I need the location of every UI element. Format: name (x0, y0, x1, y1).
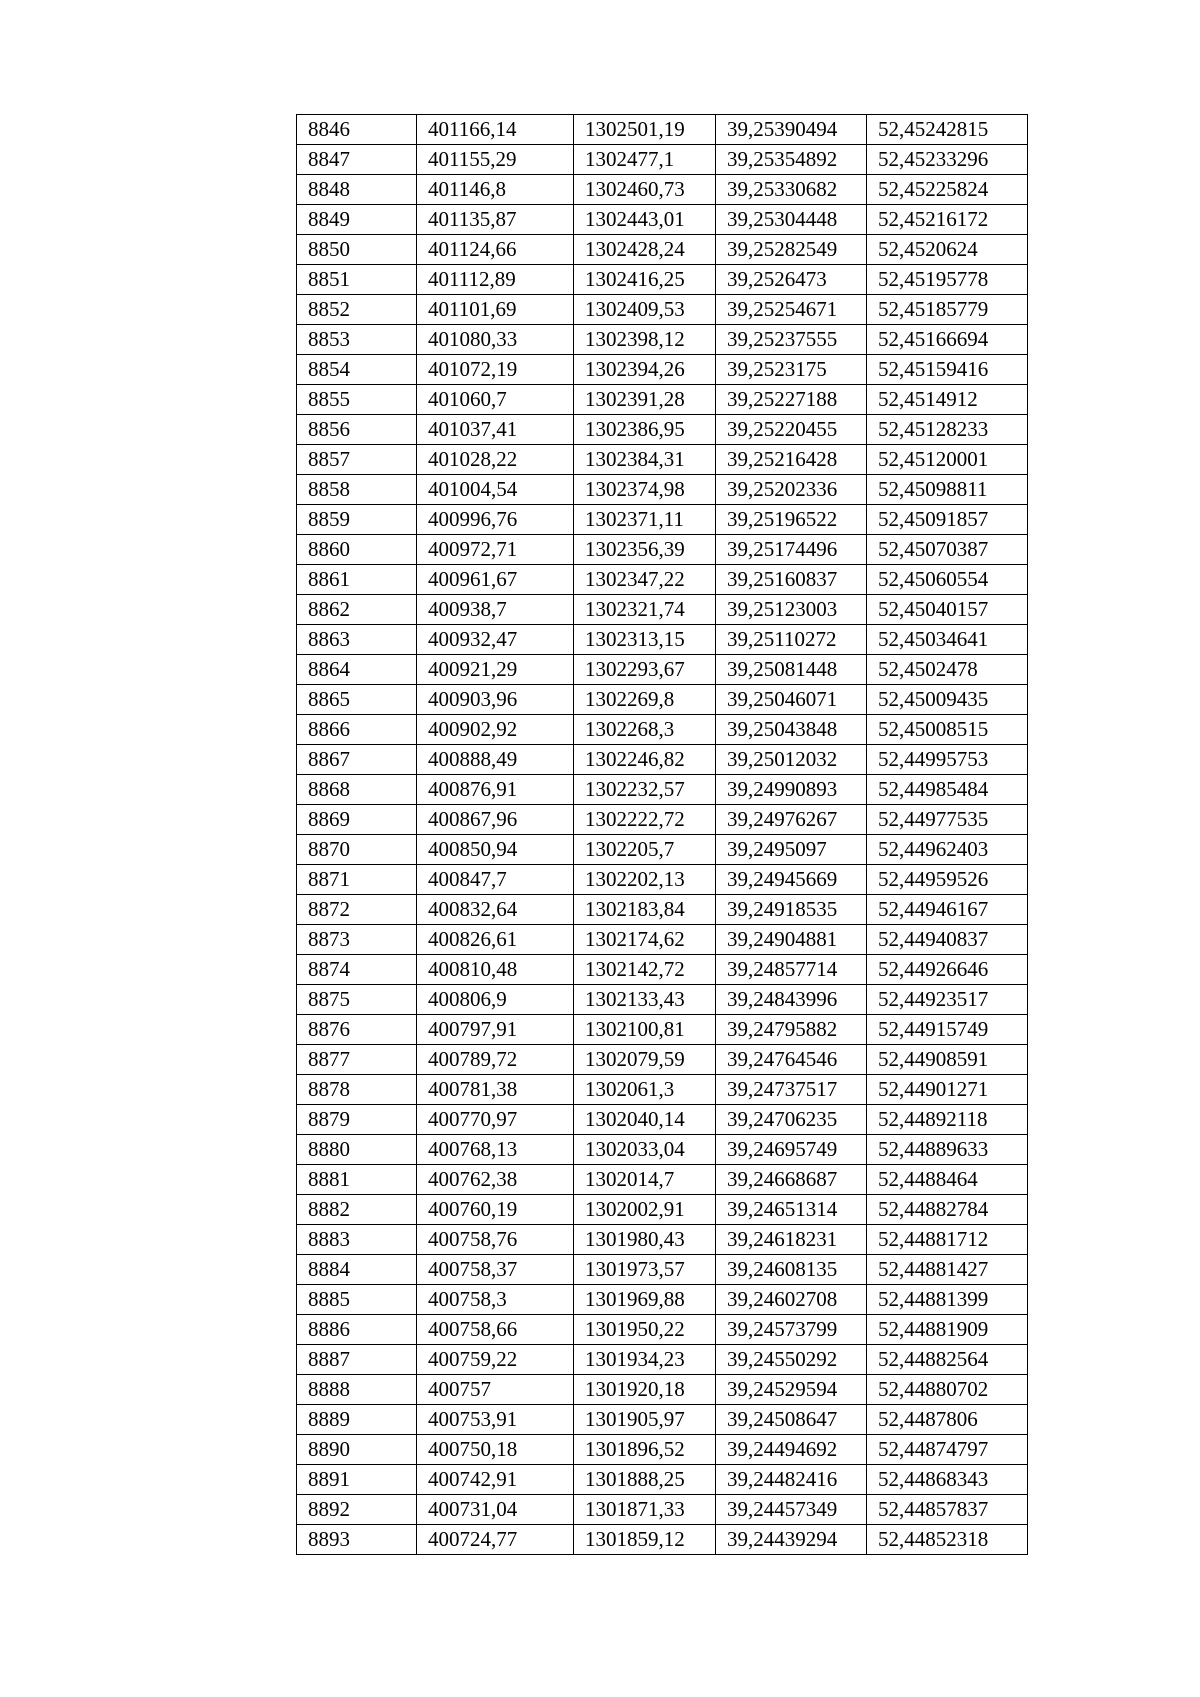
point-number-cell: 8855 (297, 385, 417, 415)
longitude-cell: 39,24857714 (716, 955, 867, 985)
longitude-cell: 39,2523175 (716, 355, 867, 385)
x-coordinate-cell: 400781,38 (417, 1075, 574, 1105)
point-number-cell: 8888 (297, 1375, 417, 1405)
table-row (297, 1045, 1028, 1075)
point-number-cell: 8858 (297, 475, 417, 505)
table-row (297, 325, 1028, 355)
x-coordinate-cell: 400758,37 (417, 1255, 574, 1285)
latitude-cell: 52,45242815 (867, 115, 1028, 145)
table-row (297, 175, 1028, 205)
point-number-cell: 8856 (297, 415, 417, 445)
point-number-cell: 8849 (297, 205, 417, 235)
x-coordinate-cell: 400758,66 (417, 1315, 574, 1345)
longitude-cell: 39,24764546 (716, 1045, 867, 1075)
point-number-cell: 8867 (297, 745, 417, 775)
longitude-cell: 39,24550292 (716, 1345, 867, 1375)
y-coordinate-cell: 1301980,43 (574, 1225, 716, 1255)
longitude-cell: 39,24482416 (716, 1465, 867, 1495)
longitude-cell: 39,24439294 (716, 1525, 867, 1555)
point-number-cell: 8892 (297, 1495, 417, 1525)
latitude-cell: 52,45233296 (867, 145, 1028, 175)
point-number-cell: 8891 (297, 1465, 417, 1495)
longitude-cell: 39,24990893 (716, 775, 867, 805)
longitude-cell: 39,24494692 (716, 1435, 867, 1465)
y-coordinate-cell: 1302293,67 (574, 655, 716, 685)
y-coordinate-cell: 1301969,88 (574, 1285, 716, 1315)
y-coordinate-cell: 1302002,91 (574, 1195, 716, 1225)
y-coordinate-cell: 1302416,25 (574, 265, 716, 295)
table-row (297, 685, 1028, 715)
longitude-cell: 39,25202336 (716, 475, 867, 505)
x-coordinate-cell: 400847,7 (417, 865, 574, 895)
longitude-cell: 39,24843996 (716, 985, 867, 1015)
latitude-cell: 52,44985484 (867, 775, 1028, 805)
point-number-cell: 8869 (297, 805, 417, 835)
longitude-cell: 39,24602708 (716, 1285, 867, 1315)
longitude-cell: 39,25330682 (716, 175, 867, 205)
x-coordinate-cell: 400731,04 (417, 1495, 574, 1525)
x-coordinate-cell: 401146,8 (417, 175, 574, 205)
y-coordinate-cell: 1302374,98 (574, 475, 716, 505)
coordinates-table (296, 114, 1028, 1555)
longitude-cell: 39,25254671 (716, 295, 867, 325)
latitude-cell: 52,45166694 (867, 325, 1028, 355)
table-row (297, 1435, 1028, 1465)
point-number-cell: 8883 (297, 1225, 417, 1255)
x-coordinate-cell: 401028,22 (417, 445, 574, 475)
table-row (297, 1225, 1028, 1255)
longitude-cell: 39,25123003 (716, 595, 867, 625)
x-coordinate-cell: 400867,96 (417, 805, 574, 835)
point-number-cell: 8893 (297, 1525, 417, 1555)
latitude-cell: 52,44901271 (867, 1075, 1028, 1105)
x-coordinate-cell: 400753,91 (417, 1405, 574, 1435)
x-coordinate-cell: 400768,13 (417, 1135, 574, 1165)
latitude-cell: 52,45216172 (867, 205, 1028, 235)
latitude-cell: 52,45098811 (867, 475, 1028, 505)
table-row (297, 745, 1028, 775)
y-coordinate-cell: 1301896,52 (574, 1435, 716, 1465)
longitude-cell: 39,24737517 (716, 1075, 867, 1105)
x-coordinate-cell: 400996,76 (417, 505, 574, 535)
y-coordinate-cell: 1301905,97 (574, 1405, 716, 1435)
latitude-cell: 52,44882564 (867, 1345, 1028, 1375)
table-row (297, 1525, 1028, 1555)
y-coordinate-cell: 1301871,33 (574, 1495, 716, 1525)
x-coordinate-cell: 400797,91 (417, 1015, 574, 1045)
point-number-cell: 8885 (297, 1285, 417, 1315)
latitude-cell: 52,4488464 (867, 1165, 1028, 1195)
table-row (297, 1075, 1028, 1105)
y-coordinate-cell: 1302398,12 (574, 325, 716, 355)
x-coordinate-cell: 400750,18 (417, 1435, 574, 1465)
x-coordinate-cell: 400932,47 (417, 625, 574, 655)
point-number-cell: 8868 (297, 775, 417, 805)
latitude-cell: 52,45009435 (867, 685, 1028, 715)
longitude-cell: 39,24918535 (716, 895, 867, 925)
y-coordinate-cell: 1302386,95 (574, 415, 716, 445)
table-row (297, 955, 1028, 985)
point-number-cell: 8866 (297, 715, 417, 745)
latitude-cell: 52,45008515 (867, 715, 1028, 745)
x-coordinate-cell: 400888,49 (417, 745, 574, 775)
longitude-cell: 39,25354892 (716, 145, 867, 175)
point-number-cell: 8880 (297, 1135, 417, 1165)
table-row (297, 265, 1028, 295)
y-coordinate-cell: 1302409,53 (574, 295, 716, 325)
y-coordinate-cell: 1302014,7 (574, 1165, 716, 1195)
latitude-cell: 52,45225824 (867, 175, 1028, 205)
latitude-cell: 52,44868343 (867, 1465, 1028, 1495)
x-coordinate-cell: 400902,92 (417, 715, 574, 745)
x-coordinate-cell: 401155,29 (417, 145, 574, 175)
point-number-cell: 8879 (297, 1105, 417, 1135)
y-coordinate-cell: 1302391,28 (574, 385, 716, 415)
longitude-cell: 39,24795882 (716, 1015, 867, 1045)
y-coordinate-cell: 1302222,72 (574, 805, 716, 835)
y-coordinate-cell: 1302100,81 (574, 1015, 716, 1045)
point-number-cell: 8859 (297, 505, 417, 535)
table-row (297, 505, 1028, 535)
y-coordinate-cell: 1302061,3 (574, 1075, 716, 1105)
longitude-cell: 39,24457349 (716, 1495, 867, 1525)
point-number-cell: 8860 (297, 535, 417, 565)
point-number-cell: 8873 (297, 925, 417, 955)
point-number-cell: 8848 (297, 175, 417, 205)
latitude-cell: 52,4520624 (867, 235, 1028, 265)
longitude-cell: 39,25196522 (716, 505, 867, 535)
longitude-cell: 39,24573799 (716, 1315, 867, 1345)
longitude-cell: 39,24695749 (716, 1135, 867, 1165)
latitude-cell: 52,44995753 (867, 745, 1028, 775)
x-coordinate-cell: 400810,48 (417, 955, 574, 985)
table-row (297, 295, 1028, 325)
y-coordinate-cell: 1302079,59 (574, 1045, 716, 1075)
table-row (297, 655, 1028, 685)
table-row (297, 145, 1028, 175)
longitude-cell: 39,24904881 (716, 925, 867, 955)
y-coordinate-cell: 1302477,1 (574, 145, 716, 175)
x-coordinate-cell: 400806,9 (417, 985, 574, 1015)
y-coordinate-cell: 1302232,57 (574, 775, 716, 805)
latitude-cell: 52,44908591 (867, 1045, 1028, 1075)
x-coordinate-cell: 400758,76 (417, 1225, 574, 1255)
longitude-cell: 39,25220455 (716, 415, 867, 445)
latitude-cell: 52,45091857 (867, 505, 1028, 535)
latitude-cell: 52,45070387 (867, 535, 1028, 565)
point-number-cell: 8877 (297, 1045, 417, 1075)
table-row (297, 925, 1028, 955)
latitude-cell: 52,44977535 (867, 805, 1028, 835)
table-row (297, 1195, 1028, 1225)
y-coordinate-cell: 1302460,73 (574, 175, 716, 205)
longitude-cell: 39,25237555 (716, 325, 867, 355)
longitude-cell: 39,24529594 (716, 1375, 867, 1405)
x-coordinate-cell: 400876,91 (417, 775, 574, 805)
y-coordinate-cell: 1302033,04 (574, 1135, 716, 1165)
table-row (297, 235, 1028, 265)
latitude-cell: 52,44874797 (867, 1435, 1028, 1465)
y-coordinate-cell: 1302501,19 (574, 115, 716, 145)
latitude-cell: 52,45195778 (867, 265, 1028, 295)
point-number-cell: 8852 (297, 295, 417, 325)
x-coordinate-cell: 401166,14 (417, 115, 574, 145)
point-number-cell: 8882 (297, 1195, 417, 1225)
point-number-cell: 8862 (297, 595, 417, 625)
longitude-cell: 39,2526473 (716, 265, 867, 295)
longitude-cell: 39,25043848 (716, 715, 867, 745)
table-row (297, 805, 1028, 835)
x-coordinate-cell: 400921,29 (417, 655, 574, 685)
table-row (297, 115, 1028, 145)
x-coordinate-cell: 400757 (417, 1375, 574, 1405)
coordinates-table-body (297, 115, 1028, 1555)
point-number-cell: 8871 (297, 865, 417, 895)
longitude-cell: 39,24668687 (716, 1165, 867, 1195)
latitude-cell: 52,45185779 (867, 295, 1028, 325)
latitude-cell: 52,45060554 (867, 565, 1028, 595)
y-coordinate-cell: 1302202,13 (574, 865, 716, 895)
table-row (297, 1255, 1028, 1285)
point-number-cell: 8863 (297, 625, 417, 655)
x-coordinate-cell: 401135,87 (417, 205, 574, 235)
table-row (297, 535, 1028, 565)
x-coordinate-cell: 401101,69 (417, 295, 574, 325)
latitude-cell: 52,44946167 (867, 895, 1028, 925)
y-coordinate-cell: 1302142,72 (574, 955, 716, 985)
y-coordinate-cell: 1302205,7 (574, 835, 716, 865)
y-coordinate-cell: 1302183,84 (574, 895, 716, 925)
y-coordinate-cell: 1301888,25 (574, 1465, 716, 1495)
y-coordinate-cell: 1302246,82 (574, 745, 716, 775)
y-coordinate-cell: 1302356,39 (574, 535, 716, 565)
longitude-cell: 39,25160837 (716, 565, 867, 595)
table-row (297, 1135, 1028, 1165)
y-coordinate-cell: 1302384,31 (574, 445, 716, 475)
longitude-cell: 39,2495097 (716, 835, 867, 865)
latitude-cell: 52,44882784 (867, 1195, 1028, 1225)
point-number-cell: 8886 (297, 1315, 417, 1345)
x-coordinate-cell: 400972,71 (417, 535, 574, 565)
latitude-cell: 52,45128233 (867, 415, 1028, 445)
y-coordinate-cell: 1302133,43 (574, 985, 716, 1015)
longitude-cell: 39,25081448 (716, 655, 867, 685)
x-coordinate-cell: 400742,91 (417, 1465, 574, 1495)
y-coordinate-cell: 1301934,23 (574, 1345, 716, 1375)
latitude-cell: 52,45120001 (867, 445, 1028, 475)
longitude-cell: 39,25390494 (716, 115, 867, 145)
x-coordinate-cell: 400832,64 (417, 895, 574, 925)
latitude-cell: 52,44962403 (867, 835, 1028, 865)
table-row (297, 1105, 1028, 1135)
point-number-cell: 8847 (297, 145, 417, 175)
table-row (297, 1315, 1028, 1345)
point-number-cell: 8857 (297, 445, 417, 475)
y-coordinate-cell: 1302040,14 (574, 1105, 716, 1135)
latitude-cell: 52,44881427 (867, 1255, 1028, 1285)
table-row (297, 985, 1028, 1015)
latitude-cell: 52,44857837 (867, 1495, 1028, 1525)
table-row (297, 1465, 1028, 1495)
x-coordinate-cell: 400903,96 (417, 685, 574, 715)
y-coordinate-cell: 1302347,22 (574, 565, 716, 595)
table-row (297, 1405, 1028, 1435)
latitude-cell: 52,44881909 (867, 1315, 1028, 1345)
latitude-cell: 52,44881399 (867, 1285, 1028, 1315)
point-number-cell: 8881 (297, 1165, 417, 1195)
longitude-cell: 39,25110272 (716, 625, 867, 655)
longitude-cell: 39,25046071 (716, 685, 867, 715)
latitude-cell: 52,44852318 (867, 1525, 1028, 1555)
table-row (297, 625, 1028, 655)
longitude-cell: 39,25012032 (716, 745, 867, 775)
x-coordinate-cell: 401072,19 (417, 355, 574, 385)
longitude-cell: 39,24608135 (716, 1255, 867, 1285)
table-row (297, 595, 1028, 625)
longitude-cell: 39,25216428 (716, 445, 867, 475)
y-coordinate-cell: 1302428,24 (574, 235, 716, 265)
y-coordinate-cell: 1302269,8 (574, 685, 716, 715)
latitude-cell: 52,44923517 (867, 985, 1028, 1015)
longitude-cell: 39,24508647 (716, 1405, 867, 1435)
point-number-cell: 8851 (297, 265, 417, 295)
y-coordinate-cell: 1302443,01 (574, 205, 716, 235)
latitude-cell: 52,44889633 (867, 1135, 1028, 1165)
point-number-cell: 8854 (297, 355, 417, 385)
table-row (297, 1165, 1028, 1195)
table-row (297, 355, 1028, 385)
x-coordinate-cell: 400826,61 (417, 925, 574, 955)
point-number-cell: 8875 (297, 985, 417, 1015)
x-coordinate-cell: 400961,67 (417, 565, 574, 595)
y-coordinate-cell: 1301973,57 (574, 1255, 716, 1285)
latitude-cell: 52,45159416 (867, 355, 1028, 385)
table-row (297, 565, 1028, 595)
longitude-cell: 39,24976267 (716, 805, 867, 835)
y-coordinate-cell: 1302394,26 (574, 355, 716, 385)
latitude-cell: 52,45034641 (867, 625, 1028, 655)
table-row (297, 1285, 1028, 1315)
latitude-cell: 52,4502478 (867, 655, 1028, 685)
point-number-cell: 8846 (297, 115, 417, 145)
x-coordinate-cell: 400760,19 (417, 1195, 574, 1225)
latitude-cell: 52,44940837 (867, 925, 1028, 955)
latitude-cell: 52,4514912 (867, 385, 1028, 415)
longitude-cell: 39,25282549 (716, 235, 867, 265)
table-row (297, 1345, 1028, 1375)
x-coordinate-cell: 401060,7 (417, 385, 574, 415)
point-number-cell: 8865 (297, 685, 417, 715)
x-coordinate-cell: 400938,7 (417, 595, 574, 625)
point-number-cell: 8864 (297, 655, 417, 685)
longitude-cell: 39,25304448 (716, 205, 867, 235)
y-coordinate-cell: 1302313,15 (574, 625, 716, 655)
table-row (297, 865, 1028, 895)
longitude-cell: 39,24651314 (716, 1195, 867, 1225)
x-coordinate-cell: 400789,72 (417, 1045, 574, 1075)
y-coordinate-cell: 1302268,3 (574, 715, 716, 745)
table-row (297, 385, 1028, 415)
point-number-cell: 8887 (297, 1345, 417, 1375)
x-coordinate-cell: 400758,3 (417, 1285, 574, 1315)
y-coordinate-cell: 1301920,18 (574, 1375, 716, 1405)
point-number-cell: 8861 (297, 565, 417, 595)
y-coordinate-cell: 1302321,74 (574, 595, 716, 625)
x-coordinate-cell: 400762,38 (417, 1165, 574, 1195)
latitude-cell: 52,44926646 (867, 955, 1028, 985)
point-number-cell: 8878 (297, 1075, 417, 1105)
point-number-cell: 8884 (297, 1255, 417, 1285)
table-row (297, 205, 1028, 235)
table-row (297, 415, 1028, 445)
table-row (297, 1375, 1028, 1405)
latitude-cell: 52,44881712 (867, 1225, 1028, 1255)
x-coordinate-cell: 400770,97 (417, 1105, 574, 1135)
x-coordinate-cell: 401037,41 (417, 415, 574, 445)
point-number-cell: 8850 (297, 235, 417, 265)
table-row (297, 715, 1028, 745)
y-coordinate-cell: 1301950,22 (574, 1315, 716, 1345)
point-number-cell: 8853 (297, 325, 417, 355)
longitude-cell: 39,24706235 (716, 1105, 867, 1135)
x-coordinate-cell: 401080,33 (417, 325, 574, 355)
longitude-cell: 39,24618231 (716, 1225, 867, 1255)
longitude-cell: 39,24945669 (716, 865, 867, 895)
x-coordinate-cell: 400759,22 (417, 1345, 574, 1375)
point-number-cell: 8874 (297, 955, 417, 985)
point-number-cell: 8870 (297, 835, 417, 865)
latitude-cell: 52,44892118 (867, 1105, 1028, 1135)
y-coordinate-cell: 1302174,62 (574, 925, 716, 955)
table-row (297, 445, 1028, 475)
point-number-cell: 8872 (297, 895, 417, 925)
longitude-cell: 39,25227188 (716, 385, 867, 415)
point-number-cell: 8876 (297, 1015, 417, 1045)
table-row (297, 775, 1028, 805)
x-coordinate-cell: 401112,89 (417, 265, 574, 295)
table-row (297, 835, 1028, 865)
latitude-cell: 52,45040157 (867, 595, 1028, 625)
y-coordinate-cell: 1301859,12 (574, 1525, 716, 1555)
x-coordinate-cell: 401124,66 (417, 235, 574, 265)
table-row (297, 895, 1028, 925)
x-coordinate-cell: 400850,94 (417, 835, 574, 865)
table-row (297, 1015, 1028, 1045)
latitude-cell: 52,44959526 (867, 865, 1028, 895)
longitude-cell: 39,25174496 (716, 535, 867, 565)
point-number-cell: 8890 (297, 1435, 417, 1465)
x-coordinate-cell: 401004,54 (417, 475, 574, 505)
latitude-cell: 52,44915749 (867, 1015, 1028, 1045)
latitude-cell: 52,44880702 (867, 1375, 1028, 1405)
y-coordinate-cell: 1302371,11 (574, 505, 716, 535)
table-row (297, 475, 1028, 505)
point-number-cell: 8889 (297, 1405, 417, 1435)
x-coordinate-cell: 400724,77 (417, 1525, 574, 1555)
latitude-cell: 52,4487806 (867, 1405, 1028, 1435)
table-row (297, 1495, 1028, 1525)
